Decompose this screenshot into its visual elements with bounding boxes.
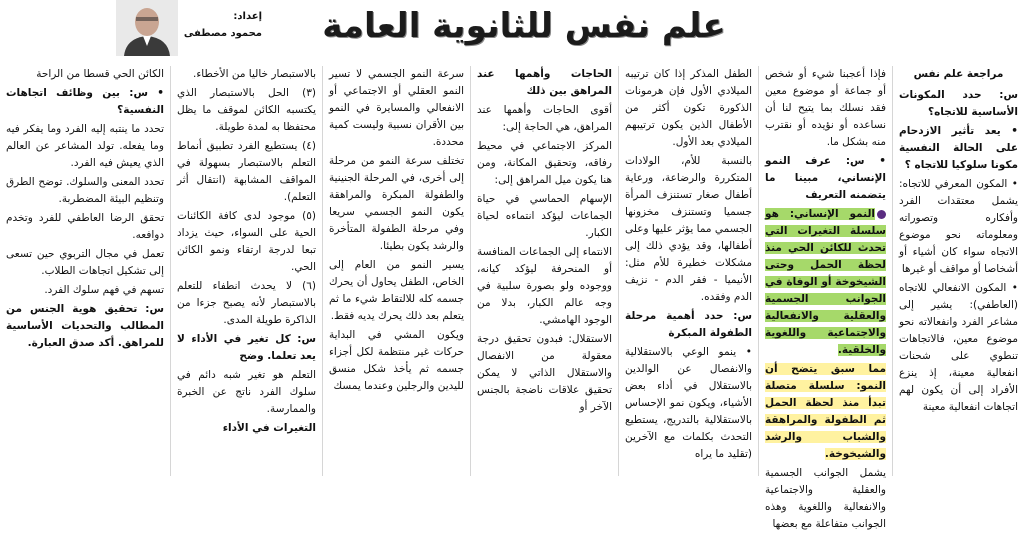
paragraph: (٥) موجود لدى كافة الكائنات الحية على السواء، حيث يزداد تبعا لدرجة ارتقاء ونمو الكائن الحي. [177, 210, 316, 273]
paragraph: تسهم في فهم سلوك الفرد. [44, 284, 164, 296]
paragraph: التعلم هو تغير شبه دائم في سلوك الفرد ناتج عن الخبرة والممارسة. [177, 369, 316, 415]
definition [765, 206, 886, 359]
question: س: حدد أهمية مرحلة الطفولة المبكرة [625, 310, 752, 339]
column-3 [618, 66, 758, 476]
byline-role: إعداد: [233, 11, 262, 22]
highlighted-definition: النمو الإنساني: هو سلسلة التغيرات التي تحدث للكائن الحي منذ لحظة الحمل وحتى الشيخوخة أو الوفاة في الجوانب الجسمية والعقلية والانفعالية والاجتماعية واللغوية والخلقية. [765, 208, 886, 356]
question: • س: بين وظائف اتجاهات النفسية؟ [6, 87, 164, 116]
author-portrait-icon [116, 0, 178, 56]
byline-name: محمود مصطفى [183, 28, 262, 39]
paragraph: الإسهام الحماسي في حياة الجماعات ليؤكد انتماءه لحياة الكبار. [477, 193, 612, 239]
column-7 [0, 66, 170, 476]
summary [765, 361, 886, 463]
paragraph: • المكون الانفعالي للاتجاه (العاطفي): يشير إلى مشاعر الفرد وانفعالاته نحو موضوع معين، فالاتجاهات تنطوي على شحنات انفعالية معينة، إذ ينزع الأفراد إلى أن يكون لهم اتجاهات انفعالية معينة [899, 282, 1018, 413]
paragraph: التغيرات في الأداء [222, 422, 316, 434]
paragraph: الاستقلال: فبدون تحقيق درجة معقولة من الانفصال والاستقلال الذاتي لا يمكن تحقيق علاقات ناضجة بالجنس الآخر أو [477, 333, 612, 413]
paragraph: • يعد تأثير الازدحام على الحالة النفسية مكونا سلوكيا للاتجاه ؟ [899, 125, 1018, 171]
page-title: علم نفس للثانوية العامة [322, 6, 726, 46]
paragraph: المركز الاجتماعي في محيط رفاقه، وتحقيق المكانة، ومن هنا يكون ميل المراهق إلى: [477, 140, 612, 186]
column-2 [758, 66, 892, 530]
column-heading: مراجعة علم نفس [913, 68, 1004, 80]
paragraph: الحاجات وأهمها عند المراهق بين ذلك [477, 68, 612, 97]
question: س: كل تغير في الأداء لا يعد تعلما. وضح [177, 333, 316, 362]
paragraph: الطفل المذكر إذا كان ترتيبه الميلادي الأول فإن هرمونات الذكورة تكون أكثر من الأطفال الذين يكون ترتيبهم الميلادي بعد الأول. [625, 68, 752, 148]
column-1 [892, 66, 1024, 476]
column-6 [170, 66, 322, 476]
paragraph: (٤) يستطيع الفرد تطبيق أنماط التعلم بالاستبصار بسهولة في المواقف المشابهة (انتقال أثر التعلم). [177, 140, 316, 203]
paragraph: • ينمو الوعي بالاستقلالية والانفصال عن الوالدين بالاستقلال في أداء بعض الأشياء، ويكون نمو الإحساس بالاستقلالية بالتدريج، يستطيع التحدث بكلمات مع الآخرين (تقليد ما يراه [625, 346, 752, 460]
paragraph: (٦) لا يحدث انطفاء للتعلم بالاستبصار لأنه يصبح جزءا من الذاكرة طويلة المدى. [177, 280, 316, 326]
article-columns [0, 66, 1024, 530]
paragraph: يسير النمو من العام إلى الخاص، الطفل يحاول أن يحرك جسمه كله للالتقاط شيء ما ثم يتعلم بعد ذلك يحرك يديه فقط. [329, 259, 464, 322]
paragraph: تحقق الرضا العاطفي للفرد وتخدم دوافعه. [6, 212, 164, 241]
paragraph: فإذا أعجبنا شيء أو شخص أو جماعة أو موضوع معين فقد نسلك بما يتيح لنا أن نساعده أو نؤيده أو نقترب منه بشكل ما. [765, 68, 886, 148]
paragraph: تحدد المعنى والسلوك. توضح الطرق وتنظيم البيئة المضطربة. [6, 176, 164, 205]
paragraph: الانتماء إلى الجماعات المنافسة أو المنحرفة ليؤكد كيانه، ووجوده ولو بصورة سلبية في وجه عالم الكبار، بدلا من الوجود الهامشي. [477, 246, 612, 326]
paragraph: (٣) الحل بالاستبصار الذي يكتسبه الكائن لموقف ما يظل محتفظا به لمدة طويلة. [177, 87, 316, 133]
paragraph: تعمل في مجال التربوي حين تسعى إلى تشكيل اتجاهات الطلاب. [6, 248, 164, 277]
paragraph: أقوى الحاجات وأهمها عند المراهق، هي الحاجة إلى: [477, 104, 612, 133]
byline [182, 8, 262, 42]
paragraph: ويكون المشي في البداية حركات غير منتظمة لكل أجزاء جسمه ثم يأخذ شكل منسق لليدين والرجلين وعندما يمسك [329, 329, 464, 392]
paragraph: بالنسبة للأم، الولادات المتكررة والرضاعة، ورعاية أطفال صغار تستنزف المرأة جسميا وتستنزف مخزونها الجسمي مما يؤثر عليها وعلى أطفالها، وقد يؤدي ذلك إلى مشكلات خطيرة للأم مثل: الأنيميا - فقر الدم - نزيف الدم وفقده. [625, 155, 752, 303]
column-4 [470, 66, 618, 476]
question: • س: عرف النمو الإنساني، مبينا ما يتضمنه التعريف [765, 155, 886, 201]
paragraph: • المكون المعرفي للاتجاه: يشمل معتقدات الفرد وأفكاره وتصوراته ومعلوماته نحو موضوع الاتجاه سواء كان أشياء أو أشخاصا أو مواقف أو غيرها [899, 178, 1018, 275]
author-photo [116, 0, 178, 56]
paragraph: بالاستبصار خاليا من الأخطاء. [193, 68, 316, 80]
highlighted-summary: مما سبق يتضح أن النمو: سلسلة متصلة تبدأ منذ لحظة الحمل ثم الطفولة والمراهقة والشباب والرشد والشيخوخة. [765, 363, 886, 460]
list-marker-icon [877, 210, 886, 219]
paragraph: تختلف سرعة النمو من مرحلة إلى أخرى، في المرحلة الجنينية والطفولة المبكرة والمراهقة يكون النمو الجسمي سريعا وفي مرحلة الطفولة المتأخرة والرشد يكون بطيئا. [329, 155, 464, 252]
question: س: تحقيق هوية الجنس من المطالب والتحديات الأساسية للمراهق. أكد صدق العبارة. [6, 303, 164, 349]
paragraph: تحدد ما ينتبه إليه الفرد وما يفكر فيه وما يفعله. تولد المشاعر عن العالم الذي يعيش فيه الفرد. [6, 123, 164, 169]
paragraph: يشمل الجوانب الجسمية والعقلية والاجتماعية والانفعالية واللغوية وهذه الجوانب متفاعلة مع بعضها [765, 467, 886, 530]
column-5 [322, 66, 470, 476]
paragraph: الكائن الحي قسطا من الراحة [36, 68, 164, 80]
question: س: حدد المكونات الأساسية للاتجاه؟ [899, 89, 1018, 118]
paragraph: سرعة النمو الجسمي لا تسير النمو العقلي أو الاجتماعي أو الانفعالي والمسايرة في النمو بين الأقران نسبية وليست كمية محددة. [329, 68, 464, 148]
masthead [0, 0, 1024, 56]
